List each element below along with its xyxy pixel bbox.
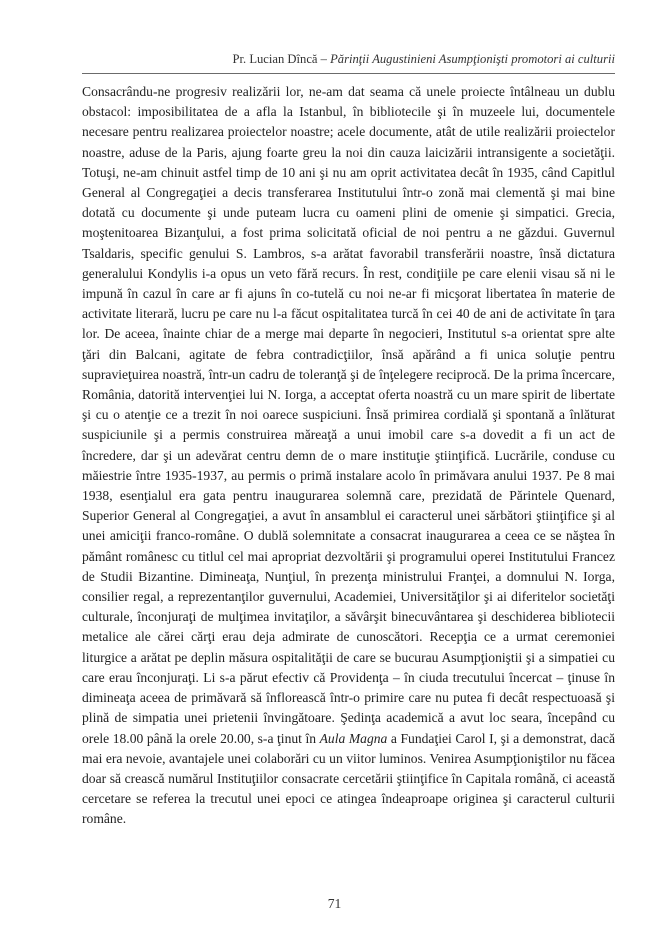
body-text-italic: Aula Magna xyxy=(319,730,388,746)
header-separator: – xyxy=(317,52,331,66)
header-author: Pr. Lucian Dîncă xyxy=(232,52,318,66)
body-text xyxy=(82,82,615,830)
header-rule xyxy=(82,73,615,74)
page-number: 71 xyxy=(327,896,342,911)
body-paragraph xyxy=(82,82,615,830)
body-text-part-2: a Fundaţiei Carol I, şi a demonstrat, dacă mai era nevoie, avantajele unei colaborări cu un viitor luminos. Venirea Asumpţioniştilor nu făcea doar să crească numărul Instituţiilor consacrate cercetării ştiinţifice în Capitala română, ci această cercetare se referea la trecutul unei epoci ce atingea îndeaproape originea şi caracterul culturii române. xyxy=(82,730,615,827)
body-text-part-1: Consacrându-ne progresiv realizării lor, ne-am dat seama că unele proiecte întâlneau un dublu obstacol: imposibilitatea de a afla la Istanbul, în bibliotecile şi în muzeele lui, documentele necesare pentru realizarea proiectelor noastre; acele documente, atât de utile realizării proiectelor noastre, aduse de la Paris, ajung foarte greu la noi din cauza laicizării intransigente a societăţii. Totuşi, ne-am chinuit astfel timp de 10 ani şi nu am oprit activitatea decât în 1935, când Capitlul General al Congregaţiei a decis transferarea Institutului într-o zonă mai clementă şi mai bine dotată cu documente şi unde puteam lucra cu oameni plini de omenie şi simpatici. Grecia, moştenitoarea Bizanţului, a fost prima solicitată oficial de noi pentru a ne găzdui. Guvernul Tsaldaris, specific genului S. Lambros, s-a arătat favorabil transferării noastre, însă dictatura generalului Kondylis i-a opus un veto fără recurs. În rest, condiţiile pe care elenii visau să ni le impună în cazul în care ar fi ajuns în co-tutelă cu noi ne-ar fi micşorat libertatea în materie de activitate literară, lucru pe care nu l-a făcut ospitalitatea turcă în cei 40 de ani de activitate în ţara lor. De aceea, înainte chiar de a merge mai departe în negocieri, Institutul s-a orientat spre alte ţări din Balcani, agitate de febra contradicţiilor, însă apărând a fi unica soluţie pentru supravieţuirea noastră, într-un cadru de toleranţă şi de înţelegere reciprocă. De la prima încercare, România, datorită intervenţiei lui N. Iorga, a acceptat oferta noastră cu un mare spirit de libertate şi cu o atenţie ce a trezit în noi oarece suspiciuni. Însă primirea cordială şi spontană a înlăturat suspiciunile şi a permis construirea măreaţă a unui imobil care s-a dovedit a fi un act de încredere, dar şi un adevărat centru demn de o mare instituţie ştiinţifică. Lucrările, conduse cu măiestrie între 1935-1937, au permis o primă instalare acolo în primăvara anului 1937. Pe 8 mai 1938, esenţialul era gata pentru inaugurarea solemnă care, prezidată de Părintele Quenard, Superior General al Congregaţiei, a avut în ansamblul ei caracterul unei sărbători ştiinţifice şi al unei amiciţii franco-române. O dublă solemnitate a consacrat inaugurarea a ceea ce se năştea în pământ românesc cu titlul cel mai apropriat dezvoltării şi programului operei Institutului Francez de Studii Bizantine. Dimineaţa, Nunţiul, în prezenţa ministrului Franţei, a domnului N. Iorga, consilier regal, a reprezentanţilor guvernului, Academiei, Universităţilor şi ai diferitelor societăţi culturale, înconjuraţi de mulţimea invitaţilor, a săvârşit binecuvântarea şi deschiderea bibliotecii metalice ale cărei cărţi erau deja admirate de cunoscători. Recepţia ce a urmat ceremoniei liturgice a arătat pe deplin măsura ospitalităţii de care se bucurau Asumpţioniştii şi a simpatiei cu care erau înconjuraţi. Li s-a părut efectiv că Providenţa – în ciuda trecutului încercat – ţinuse în dimineaţa aceea de primăvară să înflorească într-o primire care nu putea fi decât respectuoasă şi plină de simpatia unei prietenii învingătoare. Şedinţa academică a avut loc seara, începând cu orele 18.00 până la orele 20.00, s-a ţinut în xyxy=(82,84,615,746)
running-header xyxy=(233,51,615,67)
header-title: Părinţii Augustinieni Asumpţionişti promotori ai culturii xyxy=(330,52,615,66)
